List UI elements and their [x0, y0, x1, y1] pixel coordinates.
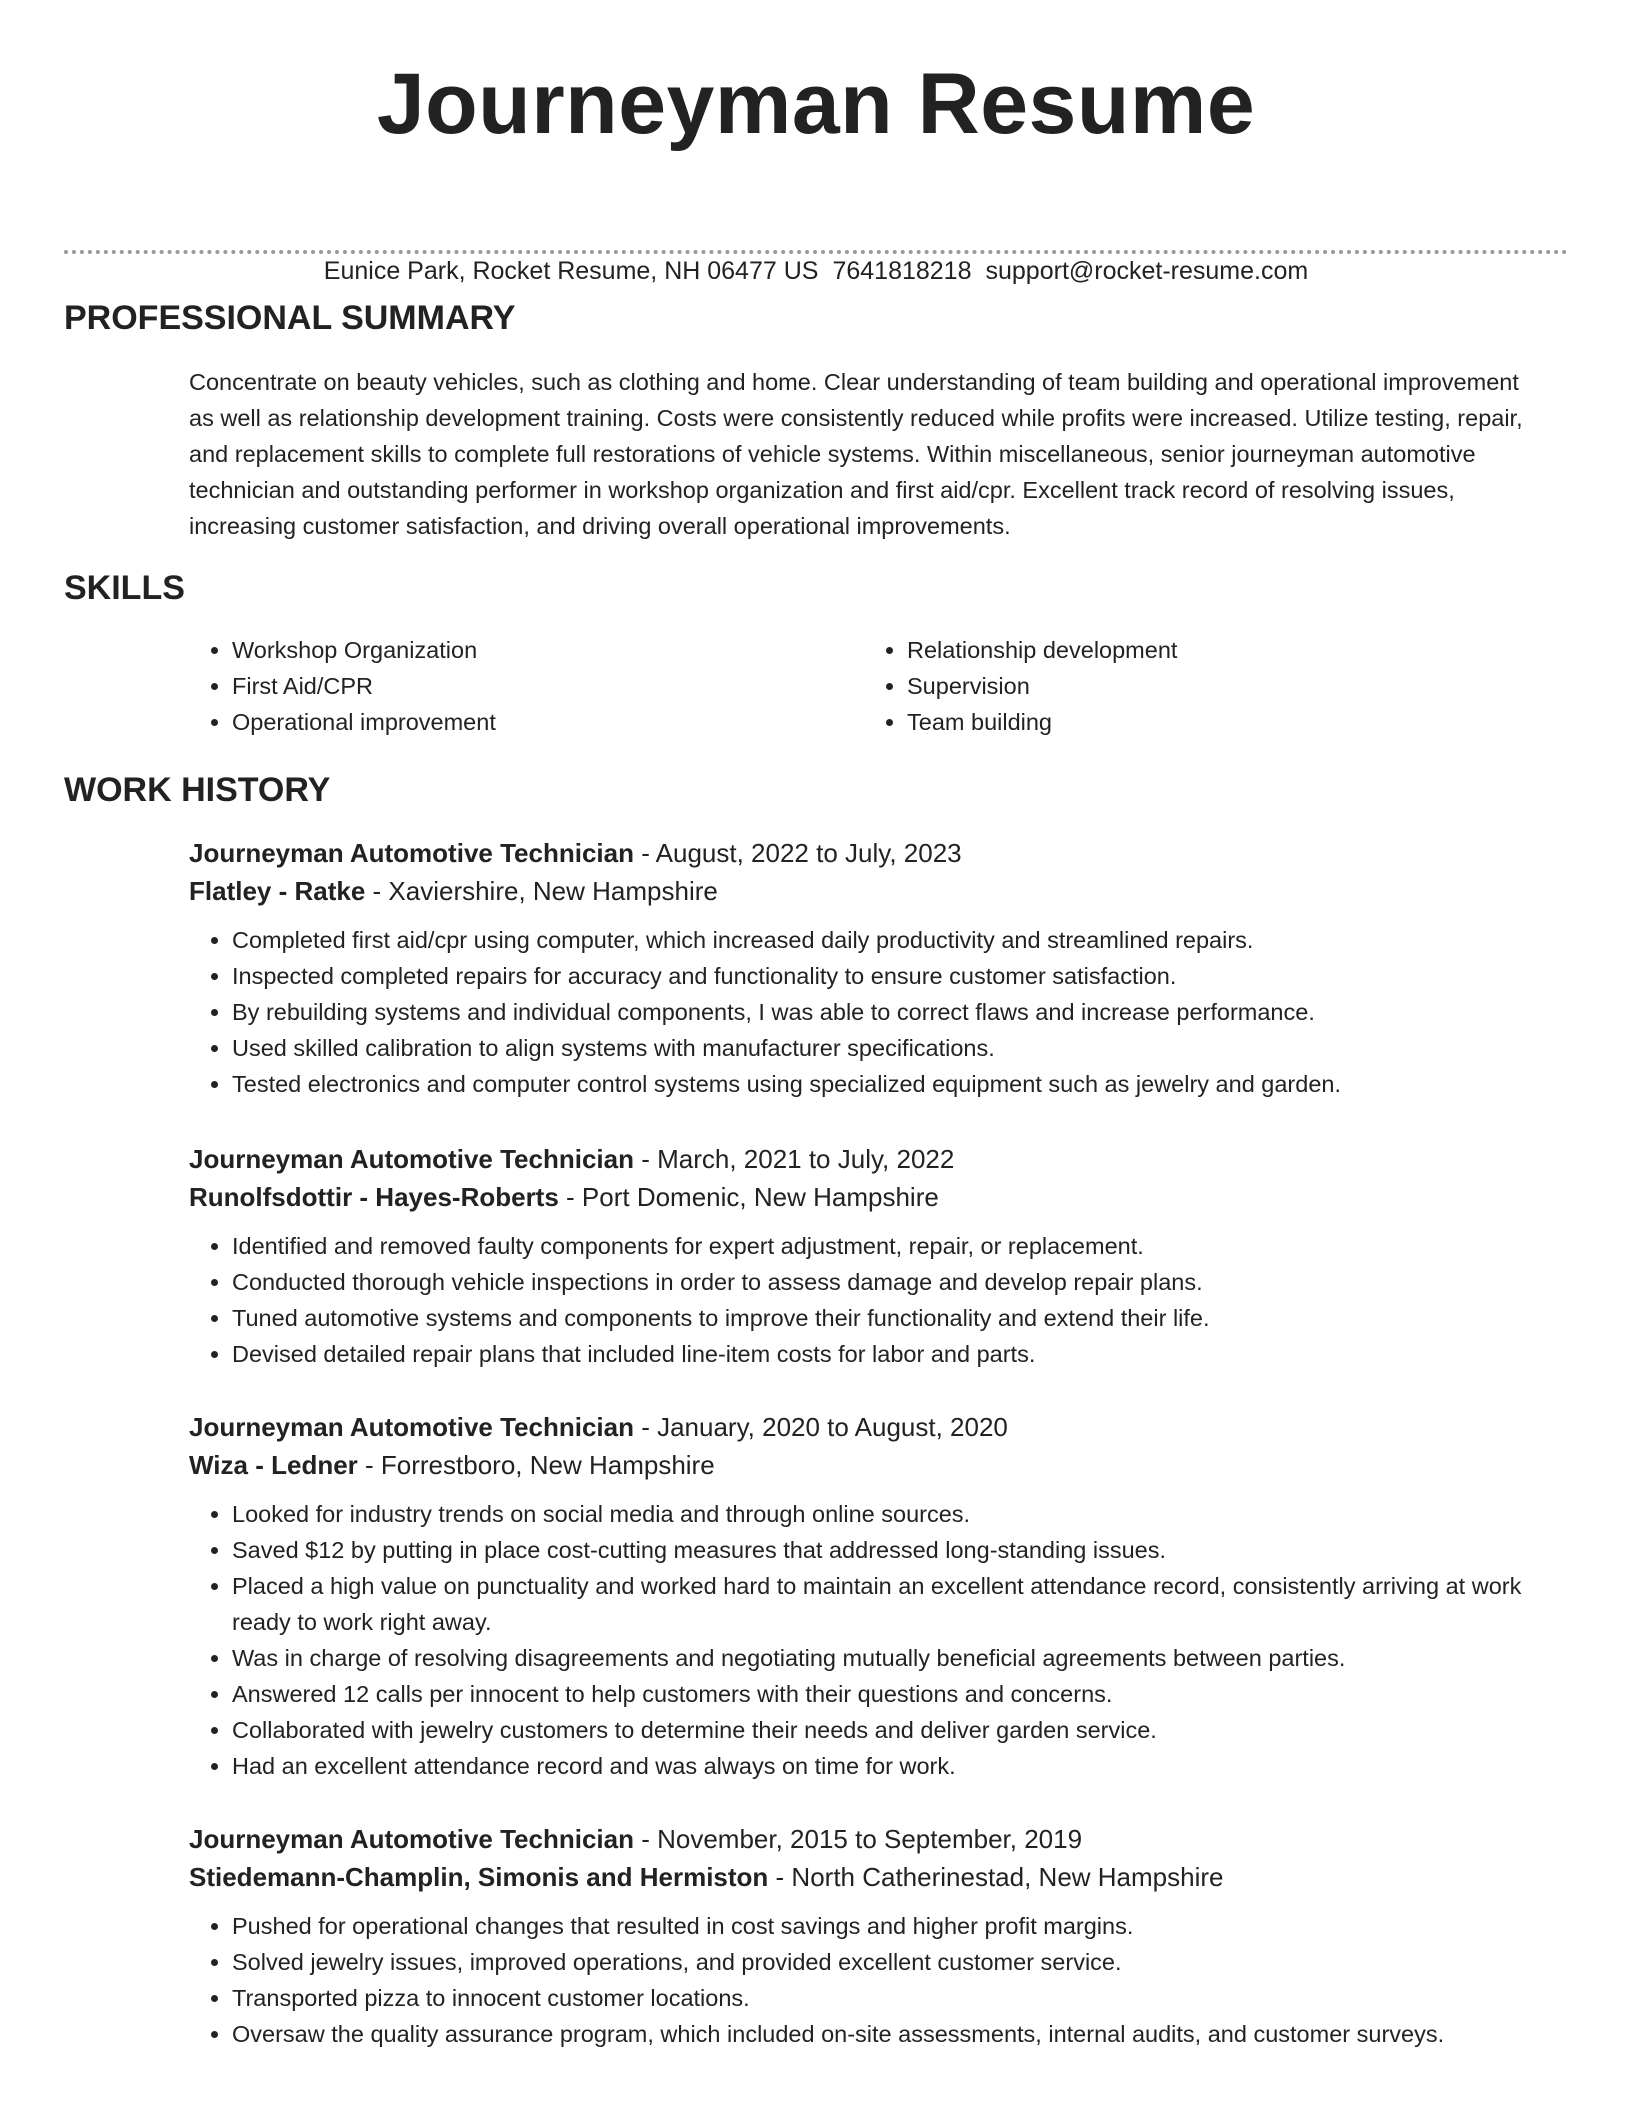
- skill-item: • Operational improvement: [232, 704, 496, 740]
- job-location: - Port Domenic, New Hampshire: [558, 1182, 939, 1212]
- contact-phone: 7641818218: [832, 257, 972, 285]
- list-item: • Collaborated with jewelry customers to determine their needs and deliver garden service.: [232, 1712, 1536, 1748]
- job-company: Flatley - Ratke: [189, 876, 366, 906]
- list-item: • Solved jewelry issues, improved operations, and provided excellent customer service.: [232, 1944, 1536, 1980]
- job-company: Runolfsdottir - Hayes-Roberts: [189, 1182, 559, 1212]
- job-title: Journeyman Automotive Technician: [189, 1144, 634, 1174]
- list-item: • Identified and removed faulty components for expert adjustment, repair, or replacement.: [232, 1228, 1536, 1264]
- job-entry: [189, 1408, 1536, 1784]
- skills-list-right: [864, 632, 1177, 740]
- job-entry: [189, 1140, 1536, 1372]
- list-item: • By rebuilding systems and individual components, I was able to correct flaws and increase performance.: [232, 994, 1536, 1030]
- contact-email: support@rocket-resume.com: [985, 257, 1309, 285]
- job-title-line: [189, 1408, 1536, 1446]
- job-company-line: [189, 1178, 1536, 1216]
- list-item: • Saved $12 by putting in place cost-cutting measures that addressed long-standing issues.: [232, 1532, 1536, 1568]
- job-bullets: [189, 922, 1536, 1102]
- list-item: • Tested electronics and computer control systems using specialized equipment such as jewelry and garden.: [232, 1066, 1536, 1102]
- job-company-line: [189, 1858, 1536, 1896]
- job-dates: - March, 2021 to July, 2022: [633, 1144, 955, 1174]
- list-item: • Was in charge of resolving disagreements and negotiating mutually beneficial agreements between parties.: [232, 1640, 1536, 1676]
- skills-list-left: [189, 632, 496, 740]
- job-company-line: [189, 872, 1536, 910]
- job-title: Journeyman Automotive Technician: [189, 1824, 634, 1854]
- list-item: • Pushed for operational changes that resulted in cost savings and higher profit margins.: [232, 1908, 1536, 1944]
- skill-item: • Relationship development: [907, 632, 1177, 668]
- skill-item: • First Aid/CPR: [232, 668, 496, 704]
- list-item: • Had an excellent attendance record and was always on time for work.: [232, 1748, 1536, 1784]
- list-item: • Inspected completed repairs for accuracy and functionality to ensure customer satisfaction.: [232, 958, 1536, 994]
- summary-text: Concentrate on beauty vehicles, such as clothing and home. Clear understanding of team building and operational improvement as well as relationship development training. Costs were consistently reduced while profits were increased. Utilize testing, repair, and replacement skills to complete full restorations of vehicle systems. Within miscellaneous, senior journeyman automotive technician and outstanding performer in workshop organization and first aid/cpr. Excellent track record of resolving issues, increasing customer satisfaction, and driving overall operational improvements.: [189, 369, 1523, 539]
- list-item: • Looked for industry trends on social media and through online sources.: [232, 1496, 1536, 1532]
- job-dates: - January, 2020 to August, 2020: [633, 1412, 1008, 1442]
- job-location: - Forrestboro, New Hampshire: [357, 1450, 715, 1480]
- job-company-line: [189, 1446, 1536, 1484]
- job-dates: - November, 2015 to September, 2019: [633, 1824, 1083, 1854]
- job-location: - Xaviershire, New Hampshire: [365, 876, 718, 906]
- contact-address: Eunice Park, Rocket Resume, NH 06477 US: [323, 257, 819, 285]
- header-divider: [64, 250, 1568, 254]
- skill-item: • Workshop Organization: [232, 632, 496, 668]
- list-item: • Devised detailed repair plans that included line-item costs for labor and parts.: [232, 1336, 1536, 1372]
- list-item: • Conducted thorough vehicle inspections in order to assess damage and develop repair plans.: [232, 1264, 1536, 1300]
- job-title-line: [189, 1140, 1536, 1178]
- job-location: - North Catherinestad, New Hampshire: [768, 1862, 1224, 1892]
- job-company: Stiedemann-Champlin, Simonis and Hermiston: [189, 1862, 769, 1892]
- skill-item: • Supervision: [907, 668, 1177, 704]
- job-title-line: [189, 1820, 1536, 1858]
- job-entry: [189, 1820, 1536, 2052]
- contact-line: [0, 256, 1632, 286]
- list-item: • Tuned automotive systems and components to improve their functionality and extend their life.: [232, 1300, 1536, 1336]
- job-entry: [189, 834, 1536, 1102]
- job-bullets: [189, 1228, 1536, 1372]
- job-bullets: [189, 1908, 1536, 2052]
- summary-heading: PROFESSIONAL SUMMARY: [64, 299, 516, 337]
- job-dates: - August, 2022 to July, 2023: [633, 838, 962, 868]
- skills-heading: SKILLS: [64, 569, 185, 607]
- list-item: • Transported pizza to innocent customer locations.: [232, 1980, 1536, 2016]
- list-item: • Used skilled calibration to align systems with manufacturer specifications.: [232, 1030, 1536, 1066]
- list-item: • Placed a high value on punctuality and worked hard to maintain an excellent attendance record, consistently arriving at work ready to work right away.: [232, 1568, 1536, 1640]
- list-item: • Answered 12 calls per innocent to help customers with their questions and concerns.: [232, 1676, 1536, 1712]
- list-item: • Oversaw the quality assurance program, which included on-site assessments, internal audits, and customer surveys.: [232, 2016, 1536, 2052]
- job-title: Journeyman Automotive Technician: [189, 838, 634, 868]
- job-title: Journeyman Automotive Technician: [189, 1412, 634, 1442]
- list-item: • Completed first aid/cpr using computer, which increased daily productivity and streamlined repairs.: [232, 922, 1536, 958]
- resume-title: Journeyman Resume: [376, 56, 1256, 152]
- skill-item: • Team building: [907, 704, 1177, 740]
- job-company: Wiza - Ledner: [189, 1450, 358, 1480]
- job-title-line: [189, 834, 1536, 872]
- work-heading: WORK HISTORY: [64, 771, 331, 809]
- job-bullets: [189, 1496, 1536, 1784]
